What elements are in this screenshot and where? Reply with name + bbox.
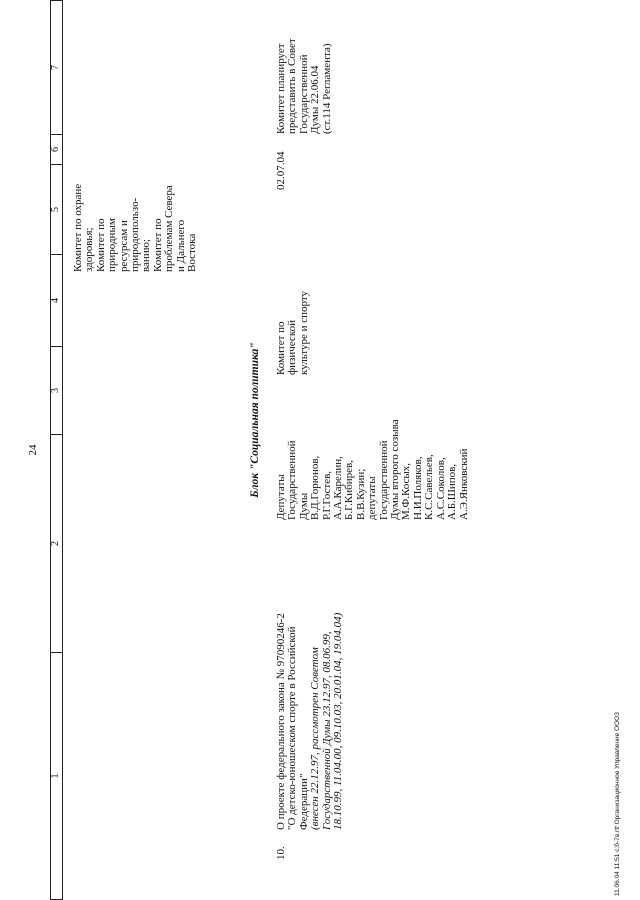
column-header-5: 5 [50, 164, 62, 254]
block-title: Блок "Социальная политика" [249, 342, 261, 498]
footer-note: 11.06.04 11:51 с:б-7в.rtf Организационное Управление ООО3 [614, 712, 621, 896]
responsible-committee: Комитет по физической культуре и спорту [275, 290, 310, 375]
column-header-7: 7 [50, 0, 62, 134]
row-date: 02.07.04 [275, 151, 287, 190]
column-header-1: 1 [50, 652, 62, 900]
row-bill-cell [276, 530, 344, 830]
column-header-4: 4 [50, 254, 62, 346]
page-number: 24 [27, 444, 39, 456]
column-header-2: 2 [50, 434, 62, 652]
column-header-3: 3 [50, 346, 62, 434]
row-notes: Комитет планирует представить в Совет Государственной Думы 22.06.04 (ст.114 Регламента) [275, 38, 333, 134]
column-header-6: 6 [50, 134, 62, 164]
prev-row-committees: Комитет по охране здоровья; Комитет по природным ресурсам и природопользо- ванию; Комитет по проблемам Севера и Дальнего Востока [72, 183, 199, 272]
column-header-row [50, 0, 62, 900]
bill-authors: Депутаты Государственной Думы В.Д.Горюнов, Р.Г.Гостев, А.А.Карелин, Б.Г.Кибирев, В.В.Кузин; депутаты Государственной Думы второго созыва М.Ф.Косых, Н.И.Поляков, К.С.Савельев, А.С.Соколов, А.Б.Шипов, А.Э.Янковский [275, 419, 470, 520]
bill-title: О проекте федерального закона № 97090246-2 "О детско-юношеском спорте в Российской Федерации" [275, 613, 310, 830]
bill-details: (внесен 22.12.97, рассмотрен Советом Государственной Думы 23.12.97, 08.06.99, 18.10.99, 11.04.00, 09.10.03, 20.01.04, 19.04.04) [309, 612, 345, 830]
row-number: 10. [275, 846, 287, 860]
